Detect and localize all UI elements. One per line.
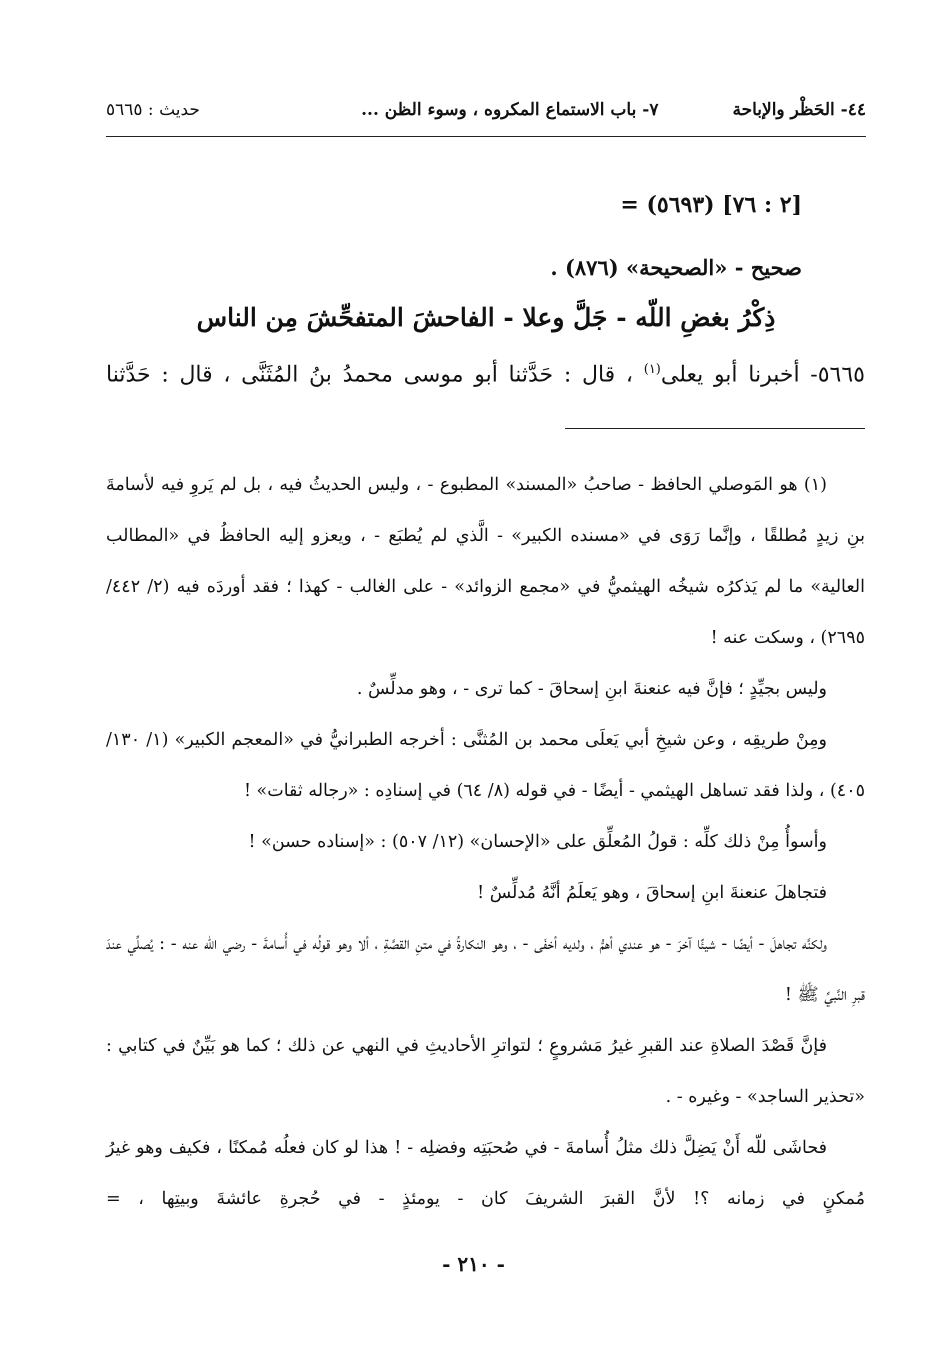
header-divider [106,136,866,137]
footnote-paragraph: فإنَّ قَصْدَ الصلاةِ عند القبرِ غيرُ مَشروعٍ ؛ لتواترِ الأحاديثِ في النهي عن ذلك ؛ كما هو بَيِّنٌ في كتابي : «تحذير الساجد» - وغيره - . [106,1036,865,1107]
running-header [106,100,866,130]
footnote-divider [565,428,865,429]
page-number: - ٢١٠ - [442,1252,505,1276]
reference-line: = (٥٦٩٣) [٢ : ٧٦] [620,192,802,218]
footnote-paragraph: ولكنَّه تجاهلَ - أيضًا - شيئًا آخرَ - هو عندي أهمُّ ، ولديه أخفَى - ، وهو النكارةُ في متنِ القصَّةِ ، ألا وهو قولُه في أُسامةَ - رضي اللّه عنه - : يُصلِّي عندَ قبرِ النَّبيِّ ﷺ ! [106,934,865,1005]
footnote-paragraph: فتجاهلَ عنعنةَ ابنِ إسحاقَ ، وهو يَعلَمُ أنَّهُ مُدلِّسٌ ! [477,883,827,903]
grading-line: صحيح - «الصحيحة» (٨٧٦) . [550,255,802,280]
footnote-paragraph: ومِنْ طريقِه ، وعن شيخِ أبي يَعلَى محمد بن المُثنَّى : أخرجه الطبرانيُّ في «المعجم الكبير» (١/ ١٣٠/ ٤٠٥) ، ولذا فقد تساهل الهيثمي - أيضًا - في قوله (٨/ ٦٤) في إسنادِه : «رجاله ثقات» ! [106,730,865,801]
footnote-mark: (١) [643,362,661,377]
isnad-line [106,362,865,387]
footnote-paragraph: وليس بجيِّدٍ ؛ فإنَّ فيه عنعنةَ ابنِ إسحاقَ - كما ترى - ، وهو مدلِّسٌ . [356,679,827,699]
footnote-paragraph: وأسوأُ مِنْ ذلك كلِّه : قولُ المُعلِّق على «الإحسان» (١٢/ ٥٠٧) : «إسناده حسن» ! [248,832,827,852]
isnad-after: ، قال : حَدَّثنا أبو موسى محمدُ بنُ المُثَنَّى ، قال : حَدَّثنا [106,362,644,388]
footnote-paragraph: (١) هو المَوصلي الحافظ - صاحبُ «المسند» المطبوع - ، وليس الحديثُ فيه ، بل لم يَروِ فيه لأسامةَ بنِ زيدٍ مُطلقًا ، وإنَّما رَوَى في «مسنده الكبير» - الَّذي لم يُطبَع - ، ويعزو إليه الحافظُ في «المطالب العالية» ما لم يَذكرُه شيخُه الهيثميُّ في «مجمع الزوائد» - على الغالب - كهذا ؛ فقد أوردَه فيه (٢/ ٤٤٢/ ٢٦٩٥) ، وسكت عنه ! [106,475,865,648]
footnotes [106,460,865,1225]
isnad-before: ٥٦٦٥- أخبرنا أبو يعلى [660,362,865,388]
hadith-number: حديث : ٥٦٦٥ [106,100,200,120]
footnote-paragraph: فحاشَى للّه أَنْ يَضِلَّ ذلك مثلُ أُسامةَ - في صُحبَتِه وفضلِه - ! هذا لو كان فعلُه مُمكنًا ، فكيف وهو غيرُ مُمكنٍ في زمانه ؟! لأنَّ القبرَ الشريفَ كان - يومئذٍ - في حُجرةِ عائشةَ وبيتِها ، = [106,1138,865,1209]
chapter-title: ٧- باب الاستماع المكروه ، وسوء الظن ... [361,100,659,120]
book-title: ٤٤- الحَظْر والإباحة [732,100,866,120]
section-title: ذِكْرُ بغضِ اللّه - جَلَّ وعلا - الفاحشَ المتفحِّشَ مِن الناس [196,303,776,332]
